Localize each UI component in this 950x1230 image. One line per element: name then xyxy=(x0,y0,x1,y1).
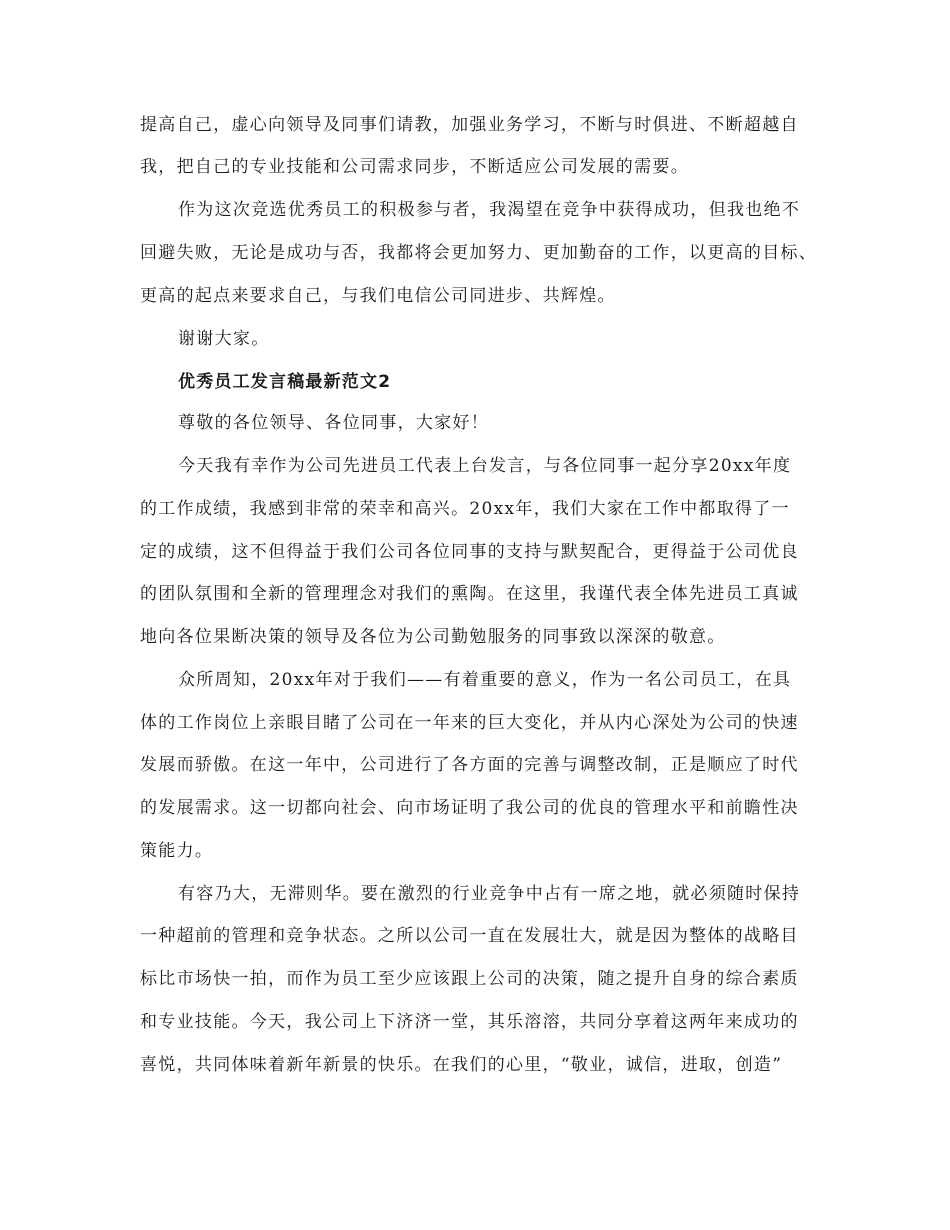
text-line: 标比市场快一拍，而作为员工至少应该跟上公司的决策，随之提升自身的综合素质 xyxy=(140,969,799,989)
text-line: 定的成绩，这不但得益于我们公司各位同事的支持与默契配合，更得益于公司优良 xyxy=(140,542,799,562)
greeting-line: 尊敬的各位领导、各位同事，大家好！ xyxy=(178,413,490,433)
paragraph-start-line: 有容乃大，无滞则华。要在激烈的行业竞争中占有一席之地，就必须随时保持 xyxy=(178,884,801,904)
text-line: 体的工作岗位上亲眼目睹了公司在一年来的巨大变化，并从内心深处为公司的快速 xyxy=(140,713,799,733)
text-line: 策能力。 xyxy=(140,841,214,861)
paragraph-start-line: 众所周知，20xx年对于我们——有着重要的意义，作为一名公司员工，在具 xyxy=(178,670,792,690)
paragraph-start-line: 今天我有幸作为公司先进员工代表上台发言，与各位同事一起分享20xx年度 xyxy=(178,456,792,476)
text-line: 我，把自己的专业技能和公司需求同步，不断适应公司发展的需要。 xyxy=(140,157,689,177)
text-line: 的工作成绩，我感到非常的荣幸和高兴。20xx年，我们大家在工作中都取得了一 xyxy=(140,499,790,519)
text-line: 一种超前的管理和竞争状态。之所以公司一直在发展壮大，就是因为整体的战略目 xyxy=(140,926,799,946)
text-line: 的发展需求。这一切都向社会、向市场证明了我公司的优良的管理水平和前瞻性决 xyxy=(140,798,799,818)
text-line: 更高的起点来要求自己，与我们电信公司同进步、共辉煌。 xyxy=(140,286,616,306)
text-line: 地向各位果断决策的领导及各位为公司勤勉服务的同事致以深深的敬意。 xyxy=(140,627,726,647)
paragraph-start-line: 作为这次竞选优秀员工的积极参与者，我渴望在竞争中获得成功，但我也绝不 xyxy=(178,200,801,220)
closing-line: 谢谢大家。 xyxy=(178,329,270,349)
text-line: 的团队氛围和全新的管理理念对我们的熏陶。在这里，我谨代表全体先进员工真诚 xyxy=(140,584,799,604)
text-line: 喜悦，共同体味着新年新景的快乐。在我们的心里，“敬业，诚信，进取，创造” xyxy=(140,1055,783,1075)
text-line: 提高自己，虚心向领导及同事们请教，加强业务学习，不断与时俱进、不断超越自 xyxy=(140,115,799,135)
text-line: 和专业技能。今天，我公司上下济济一堂，其乐溶溶，共同分享着这两年来成功的 xyxy=(140,1012,799,1032)
section-heading: 优秀员工发言稿最新范文2 xyxy=(178,372,392,392)
text-line: 发展而骄傲。在这一年中，公司进行了各方面的完善与调整改制，正是顺应了时代 xyxy=(140,755,799,775)
text-line: 回避失败，无论是成功与否，我都将会更加努力、更加勤奋的工作，以更高的目标、 xyxy=(140,243,818,263)
